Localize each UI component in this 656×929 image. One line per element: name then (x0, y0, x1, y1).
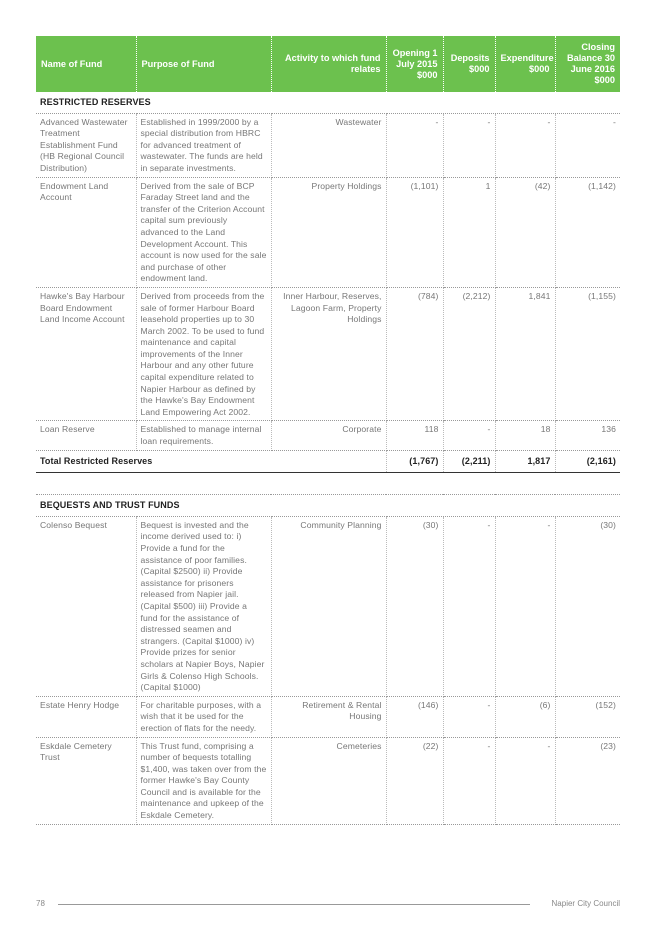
fund-name: Colenso Bequest (36, 516, 136, 696)
fund-deposits: 1 (443, 177, 495, 287)
table-row (36, 177, 620, 287)
fund-expenditure: 1,841 (495, 287, 555, 421)
page-number: 78 (36, 899, 45, 908)
fund-expenditure: - (495, 737, 555, 824)
fund-purpose: This Trust fund, comprising a number of bequests totalling $1,400, was taken over from the former Hawke's Bay County Council and is available for the maintenance and upkeep of the Eskdale Cemetery. (136, 737, 271, 824)
fund-closing: (1,155) (555, 287, 620, 421)
fund-expenditure: (42) (495, 177, 555, 287)
fund-purpose: For charitable purposes, with a wish that it be used for the erection of flats for the needy. (136, 696, 271, 737)
spacer-cell (36, 473, 620, 495)
section-bequests-trust-funds (36, 495, 620, 517)
fund-activity: Corporate (271, 421, 386, 450)
fund-name: Endowment Land Account (36, 177, 136, 287)
fund-closing: 136 (555, 421, 620, 450)
fund-activity: Property Holdings (271, 177, 386, 287)
header-activity: Activity to which fund relates (271, 36, 386, 92)
table-row (36, 287, 620, 421)
fund-closing: (23) (555, 737, 620, 824)
fund-name: Loan Reserve (36, 421, 136, 450)
fund-deposits: - (443, 737, 495, 824)
fund-name: Eskdale Cemetery Trust (36, 737, 136, 824)
footer-rule (58, 904, 530, 905)
table-row (36, 516, 620, 696)
fund-deposits: - (443, 113, 495, 177)
header-purpose: Purpose of Fund (136, 36, 271, 92)
fund-deposits: - (443, 516, 495, 696)
total-closing: (2,161) (555, 450, 620, 473)
fund-closing: (1,142) (555, 177, 620, 287)
fund-closing: (30) (555, 516, 620, 696)
total-label: Total Restricted Reserves (36, 450, 386, 473)
header-expenditure: Expenditure $000 (495, 36, 555, 92)
section-restricted-reserves (36, 92, 620, 113)
fund-opening: (1,101) (386, 177, 443, 287)
fund-deposits: (2,212) (443, 287, 495, 421)
total-opening: (1,767) (386, 450, 443, 473)
fund-opening: (22) (386, 737, 443, 824)
fund-expenditure: (6) (495, 696, 555, 737)
table-header-row (36, 36, 620, 92)
fund-opening: (30) (386, 516, 443, 696)
fund-opening: 118 (386, 421, 443, 450)
table-row (36, 737, 620, 824)
total-restricted-row (36, 450, 620, 473)
spacer-row (36, 473, 620, 495)
fund-purpose: Established to manage internal loan requirements. (136, 421, 271, 450)
fund-expenditure: - (495, 516, 555, 696)
fund-table-page (36, 36, 620, 825)
fund-activity: Retirement & Rental Housing (271, 696, 386, 737)
fund-purpose: Bequest is invested and the income derived used to: i) Provide a fund for the assistance of poor families. (Capital $2500) ii) Provide assistance for prisoners released from Napier jail. (Capital $500) iii) Provide a fund for the assistance of distressed seamen and strangers. (Capital $1000) iv) Provide prizes for senior scholars at Napier Boys, Napier Girls & Colenso High Schools. (Capital $1000) (136, 516, 271, 696)
fund-closing: - (555, 113, 620, 177)
fund-activity: Wastewater (271, 113, 386, 177)
fund-name: Hawke's Bay Harbour Board Endowment Land Income Account (36, 287, 136, 421)
header-deposits: Deposits $000 (443, 36, 495, 92)
fund-deposits: - (443, 421, 495, 450)
fund-purpose: Derived from proceeds from the sale of former Harbour Board leasehold properties up to 30 March 2002. To be used to fund maintenance and capital improvements of the Inner Harbour and any other future capital expenditure related to Napier Harbour as defined by the Hawke's Bay Endowment Land Empowering Act 2002. (136, 287, 271, 421)
footer-organisation: Napier City Council (551, 899, 620, 908)
table-row (36, 113, 620, 177)
fund-purpose: Established in 1999/2000 by a special distribution from HBRC for advanced treatment of wastewater. The funds are held in separate investments. (136, 113, 271, 177)
fund-closing: (152) (555, 696, 620, 737)
table-row (36, 421, 620, 450)
fund-activity: Inner Harbour, Reserves, Lagoon Farm, Property Holdings (271, 287, 386, 421)
fund-purpose: Derived from the sale of BCP Faraday Street land and the transfer of the Criterion Account capital sum previously advanced to the Land Development Account. This account is now used for the sale and purchase of other endowment land. (136, 177, 271, 287)
fund-expenditure: - (495, 113, 555, 177)
fund-opening: (146) (386, 696, 443, 737)
fund-deposits: - (443, 696, 495, 737)
fund-expenditure: 18 (495, 421, 555, 450)
fund-name: Estate Henry Hodge (36, 696, 136, 737)
fund-activity: Community Planning (271, 516, 386, 696)
fund-opening: - (386, 113, 443, 177)
total-deposits: (2,211) (443, 450, 495, 473)
fund-activity: Cemeteries (271, 737, 386, 824)
fund-opening: (784) (386, 287, 443, 421)
section-title: BEQUESTS AND TRUST FUNDS (36, 495, 620, 517)
header-closing: Closing Balance 30 June 2016 $000 (555, 36, 620, 92)
table-row (36, 696, 620, 737)
page-footer (36, 897, 620, 911)
header-name: Name of Fund (36, 36, 136, 92)
total-expenditure: 1,817 (495, 450, 555, 473)
section-title: RESTRICTED RESERVES (36, 92, 620, 113)
header-opening: Opening 1 July 2015 $000 (386, 36, 443, 92)
funds-table (36, 36, 620, 825)
fund-name: Advanced Wastewater Treatment Establishment Fund (HB Regional Council Distribution) (36, 113, 136, 177)
